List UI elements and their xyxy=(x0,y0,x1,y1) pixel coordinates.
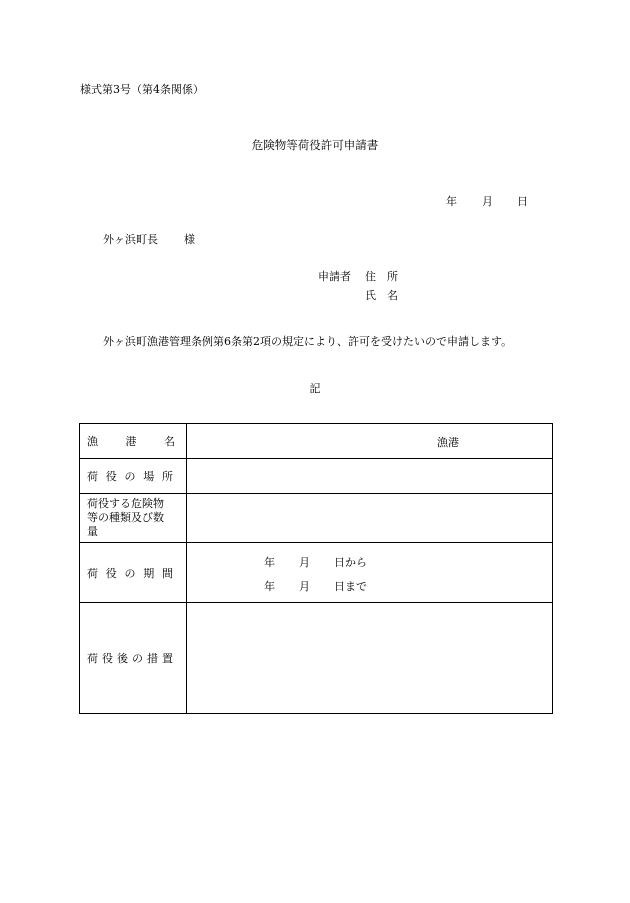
label-char: 名 xyxy=(164,435,175,448)
label-char: 荷 xyxy=(87,566,98,580)
period-from-month: 月 xyxy=(299,555,310,569)
table-row-measures xyxy=(80,603,553,714)
label-char: 措 xyxy=(147,652,158,665)
addressee-name: 外ヶ浜町長 xyxy=(103,233,158,246)
period-field[interactable] xyxy=(187,543,553,603)
table-row-period xyxy=(80,543,553,603)
period-from-year: 年 xyxy=(264,555,275,569)
label-line: 量 xyxy=(87,525,98,538)
date-year-label: 年 xyxy=(446,195,457,208)
port-name-label xyxy=(80,424,187,459)
label-char: の xyxy=(124,470,136,483)
location-field[interactable] xyxy=(187,459,553,494)
label-char: 港 xyxy=(125,435,137,448)
measures-field[interactable] xyxy=(187,603,553,714)
label-char: 漁 xyxy=(87,435,98,448)
period-to-year: 年 xyxy=(264,579,275,593)
measures-label xyxy=(80,603,187,714)
label-char: 後 xyxy=(117,652,128,665)
hazardous-materials-label xyxy=(80,494,187,543)
date-day-label: 日 xyxy=(517,195,528,208)
period-to-day: 日まで xyxy=(334,579,367,593)
period-from-day: 日から xyxy=(334,555,367,569)
label-char: 役 xyxy=(105,470,117,483)
port-name-suffix: 漁港 xyxy=(437,436,459,449)
label-char: 役 xyxy=(102,652,113,665)
table-row-port-name xyxy=(80,424,553,459)
applicant-name-label: 氏 名 xyxy=(365,289,398,302)
period-to-line xyxy=(187,573,552,597)
applicant-label: 申請者 xyxy=(318,270,351,283)
label-char: 荷 xyxy=(87,652,98,665)
application-table xyxy=(79,423,553,714)
label-char: 間 xyxy=(162,566,173,580)
port-name-field[interactable] xyxy=(187,424,553,459)
label-line: 荷役する危険物 xyxy=(87,497,164,510)
label-char: の xyxy=(132,652,143,665)
label-char: 期 xyxy=(143,566,155,580)
applicant-address-label: 住 所 xyxy=(365,270,398,283)
label-char: 所 xyxy=(162,470,173,483)
table-row-location xyxy=(80,459,553,494)
ki-heading: 記 xyxy=(309,382,321,395)
addressee-honorific: 様 xyxy=(184,233,195,246)
label-line: 等の種類及び数 xyxy=(87,511,164,524)
label-char: 役 xyxy=(105,566,117,580)
period-to-month: 月 xyxy=(299,579,310,593)
location-label xyxy=(80,459,187,494)
label-char: 置 xyxy=(162,652,173,665)
period-label xyxy=(80,543,187,603)
document-title: 危険物等荷役許可申請書 xyxy=(251,138,379,152)
form-number: 様式第3号（第4条関係） xyxy=(80,83,204,96)
body-text: 外ヶ浜町漁港管理条例第6条第2項の規定により、許可を受けたいので申請します。 xyxy=(103,335,513,348)
table-row-hazardous-materials xyxy=(80,494,553,543)
label-char: 場 xyxy=(143,470,155,483)
label-char: 荷 xyxy=(87,470,98,483)
label-char: の xyxy=(124,566,136,580)
period-from-line xyxy=(187,549,552,573)
hazardous-materials-field[interactable] xyxy=(187,494,553,543)
date-month-label: 月 xyxy=(482,195,493,208)
